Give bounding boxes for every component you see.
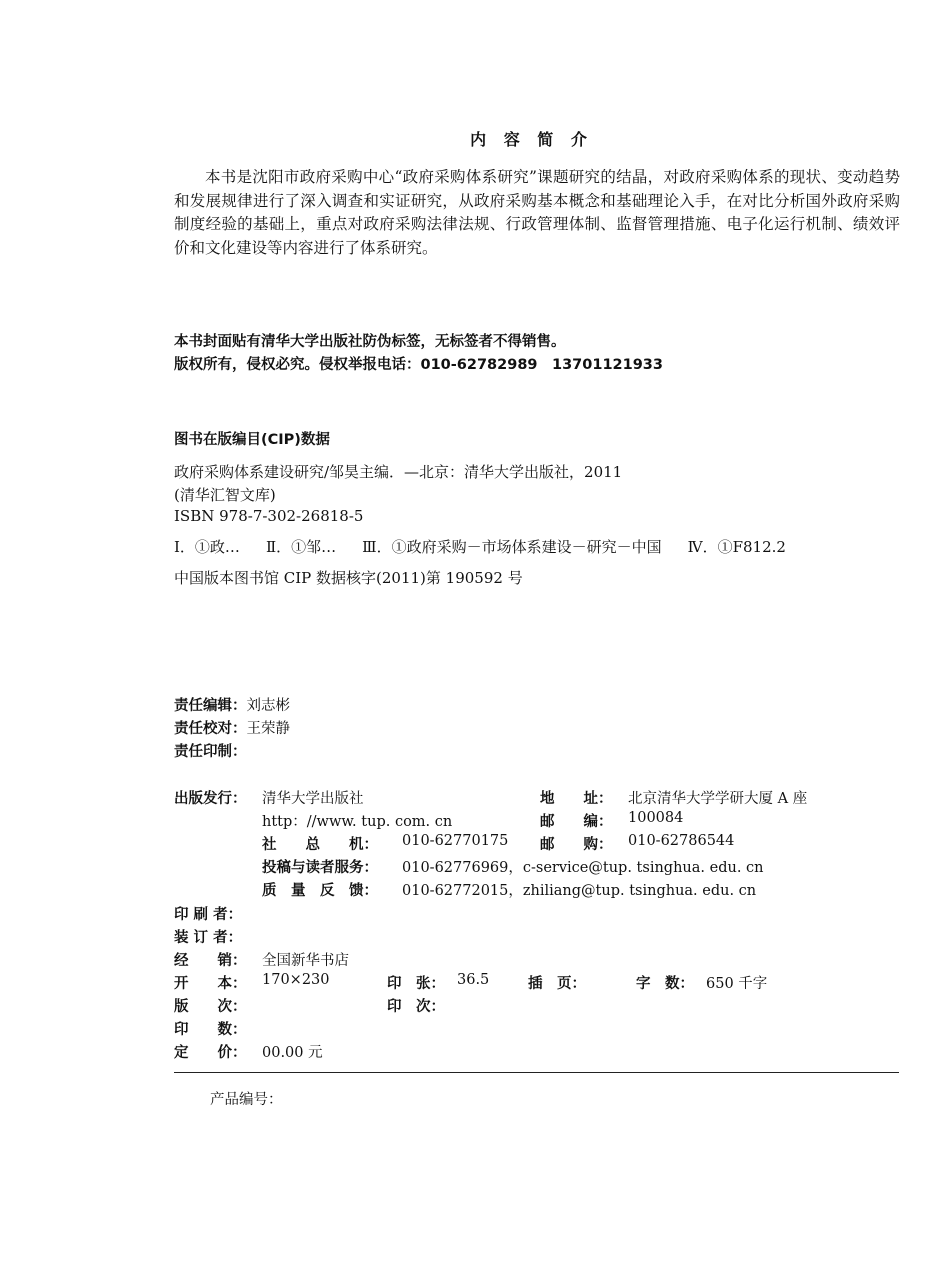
page-title: 内 容 简 介 (470, 130, 593, 149)
cip-subjects (174, 536, 812, 557)
quality-feedback-value: 010-62772015，zhiliang@tup. tsinghua. edu. cn (402, 883, 757, 899)
inserts-label: 插 页： (528, 976, 586, 992)
cip-subject: Ⅰ．①政… (174, 538, 240, 556)
cip-subject: Ⅲ．①政府采购－市场体系建设－研究－中国 (362, 538, 662, 556)
content-summary: 本书是沈阳市政府采购中心“政府采购体系研究”课题研究的结晶，对政府采购体系的现状、变动趋势和发展规律进行了深入调查和实证研究，从政府采购基本概念和基础理论入手，在对比分析国外政府采购制度经验的基础上，重点对政府采购法律法规、行政管理体制、监督管理措施、电子化运行机制、绩效评价和文化建设等内容进行了体系研究。 (174, 168, 900, 257)
cip-isbn: ISBN 978-7-302-26818-5 (174, 507, 364, 525)
switchboard-label: 社 总 机： (262, 837, 378, 853)
format-value: 170×230 (262, 972, 330, 988)
printer-label: 印 刷 者： (174, 907, 243, 923)
sheets-label: 印 张： (387, 976, 445, 992)
distributor-label: 经 销： (174, 953, 247, 969)
zip-label: 邮 编： (540, 814, 613, 830)
word-count-value: 650 千字 (706, 976, 768, 992)
editor-label: 责任编辑： (174, 698, 247, 714)
address-value: 北京清华大学学研大厦 A 座 (628, 791, 808, 807)
cip-line-title: 政府采购体系建设研究/邹昊主编．—北京：清华大学出版社，2011 (174, 463, 623, 481)
editor-value: 刘志彬 (246, 698, 290, 714)
zip-value: 100084 (628, 810, 684, 826)
publisher-website: http：//www. tup. com. cn (262, 814, 453, 830)
reader-service-label: 投稿与读者服务： (262, 860, 378, 876)
publisher-label: 出版发行： (174, 791, 247, 807)
binder-label: 装 订 者： (174, 930, 243, 946)
print-quantity-label: 印 数： (174, 1022, 247, 1038)
proofreader-value: 王荣静 (246, 721, 290, 737)
sheets-value: 36.5 (457, 972, 490, 988)
cip-subject: Ⅱ．①邹… (265, 538, 337, 556)
printing-supervisor-label: 责任印制： (174, 744, 247, 760)
mail-order-value: 010-62786544 (628, 833, 735, 849)
anti-counterfeit-notice: 本书封面贴有清华大学出版社防伪标签，无标签者不得销售。 (174, 334, 566, 350)
cip-line-series: (清华汇智文库) (174, 486, 276, 504)
proofreader-row (174, 717, 290, 738)
divider-rule (174, 1072, 899, 1073)
price-label: 定 价： (174, 1045, 247, 1061)
reader-service-value: 010-62776969，c-service@tup. tsinghua. edu. cn (402, 860, 764, 876)
cip-record: 中国版本图书馆 CIP 数据核字(2011)第 190592 号 (174, 569, 523, 587)
cip-subject: Ⅳ．①F812.2 (687, 538, 786, 556)
proofreader-label: 责任校对： (174, 721, 247, 737)
cip-heading: 图书在版编目(CIP)数据 (174, 432, 330, 448)
edition-label: 版 次： (174, 999, 247, 1015)
word-count-label: 字 数： (636, 976, 694, 992)
format-label: 开 本： (174, 976, 247, 992)
switchboard-value: 010-62770175 (402, 833, 509, 849)
quality-feedback-label: 质 量 反 馈： (262, 883, 378, 899)
editor-row (174, 694, 290, 715)
mail-order-label: 邮 购： (540, 837, 613, 853)
copyright-notice: 版权所有，侵权必究。侵权举报电话：010-62782989 13701121933 (174, 357, 663, 373)
product-code-label: 产品编号： (210, 1092, 283, 1108)
impression-label: 印 次： (387, 999, 445, 1015)
address-label: 地 址： (540, 791, 613, 807)
distributor-value: 全国新华书店 (262, 953, 349, 969)
publisher-name: 清华大学出版社 (262, 791, 364, 807)
price-value: 00.00 元 (262, 1045, 323, 1061)
